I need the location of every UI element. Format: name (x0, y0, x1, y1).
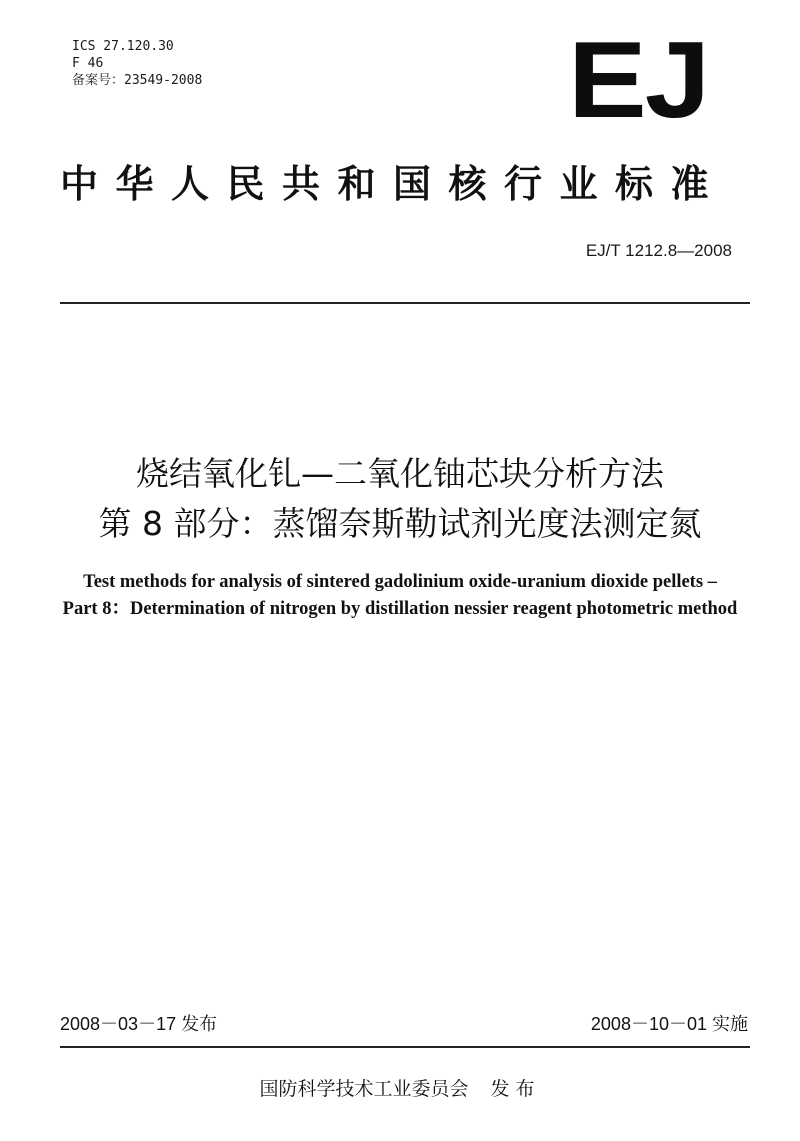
classification-code: F 46 (72, 56, 104, 71)
english-title-line-1: Test methods for analysis of sintered gadolinium oxide-uranium dioxide pellets – (83, 572, 717, 592)
chinese-title-line-2: 第 8 部分：蒸馏奈斯勒试剂光度法测定氮 (98, 504, 702, 543)
standard-category-title: 中华人民共和国核行业标准 (60, 162, 727, 206)
issue-date: 2008－03－17 发布 (60, 1014, 218, 1034)
english-title-line-2: Part 8：Determination of nitrogen by distillation nessier reagent photometric method (62, 599, 738, 619)
filing-number: 备案号：23549-2008 (72, 73, 203, 88)
document-meta (72, 38, 202, 89)
standard-code: EJ/T 1212.8—2008 (585, 241, 732, 260)
publish-verb: 发布 (490, 1078, 541, 1100)
bottom-divider (60, 1046, 750, 1048)
publisher-name: 国防科学技术工业委员会 (259, 1078, 469, 1100)
publisher-line (0, 1076, 800, 1102)
top-divider (60, 302, 750, 304)
chinese-title-line-1: 烧结氧化钆—二氧化铀芯块分析方法 (136, 454, 664, 493)
ics-code: ICS 27.120.30 (72, 39, 174, 54)
ej-logo: EJ (568, 19, 709, 142)
implementation-date: 2008－10－01 实施 (590, 1014, 748, 1034)
